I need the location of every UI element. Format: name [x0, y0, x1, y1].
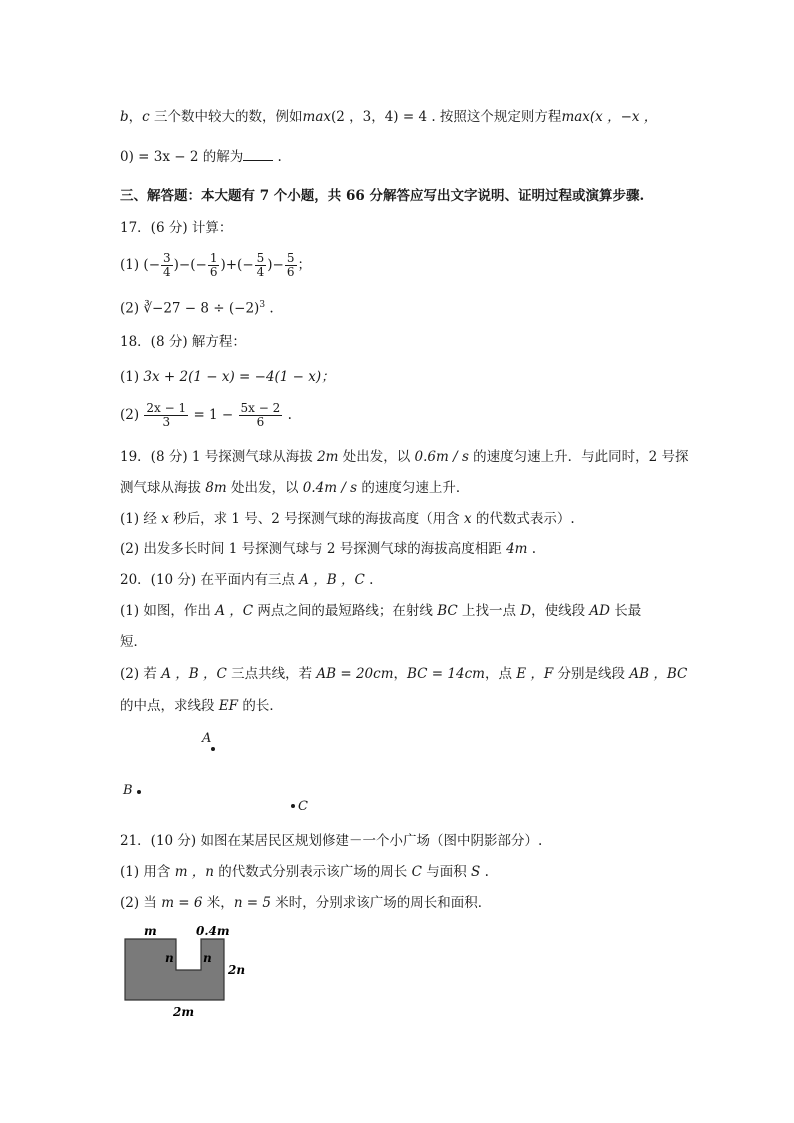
- q17-title: 17．(6 分) 计算：: [120, 220, 233, 236]
- text: .: [364, 572, 374, 588]
- point-b-label: B: [123, 783, 133, 798]
- equation: m = 6: [161, 895, 203, 911]
- q19-part1: [120, 510, 575, 528]
- fraction: [239, 402, 283, 429]
- q20-part2-cont: [120, 697, 283, 715]
- label-2n: 2n: [228, 963, 246, 977]
- numerator: 1: [209, 251, 218, 265]
- q18-title: 18．(8 分) 解方程：: [120, 334, 246, 350]
- var-s: S: [471, 864, 481, 880]
- q21-part1: [120, 863, 489, 881]
- fraction: [208, 252, 220, 279]
- text: 三点共线，若: [226, 666, 317, 682]
- q17-part2: [120, 296, 274, 318]
- point-a-dot: [211, 747, 215, 751]
- point: D: [520, 603, 532, 619]
- denominator: 3: [162, 415, 171, 429]
- q18-part2: [120, 402, 292, 429]
- expression: ∛−27 − 8 ÷ (−2): [143, 300, 260, 317]
- text: (−: [143, 257, 161, 273]
- text: .: [480, 864, 489, 880]
- intro-line-2: [120, 148, 282, 166]
- var-c: c: [142, 109, 150, 125]
- denominator: 6: [286, 265, 295, 279]
- denominator: 4: [256, 265, 265, 279]
- text: 米时，分别求该广场的周长和面积．: [271, 895, 492, 911]
- intro-line-1: [120, 108, 657, 126]
- equation: AB = 20cm: [316, 666, 394, 682]
- text: 19．(8 分) 1 号探测气球从海拔: [120, 449, 318, 465]
- equation: BC = 14cm: [407, 666, 485, 682]
- equation: 0) = 3x − 2: [120, 149, 199, 165]
- numerator: 5: [286, 251, 295, 265]
- segment: EF: [218, 698, 239, 714]
- q20-part2: [120, 665, 687, 683]
- max-fn: max: [561, 109, 590, 125]
- text: 与面积: [421, 864, 472, 880]
- q20-part1: [120, 602, 641, 620]
- value: 8m: [205, 480, 227, 496]
- text: .: [273, 149, 282, 165]
- numerator: 5x − 2: [240, 401, 281, 415]
- label: (2): [120, 407, 140, 423]
- variables: m ，n: [174, 864, 215, 880]
- point-c-dot: [291, 804, 295, 808]
- text: ，: [393, 666, 408, 682]
- numerator: 3: [163, 251, 171, 265]
- segment: AD: [589, 603, 610, 619]
- denominator: 6: [209, 265, 218, 279]
- point-a-label: A: [202, 731, 212, 746]
- text: .: [527, 541, 537, 557]
- text: 三个数中较大的数，例如: [149, 109, 303, 125]
- label-m: m: [144, 924, 157, 938]
- text: .: [265, 300, 274, 317]
- q19-line1: [120, 448, 689, 466]
- label: (1): [120, 369, 140, 385]
- value: 0.4m / s: [302, 480, 358, 496]
- equation: n = 5: [233, 895, 271, 911]
- label-n-left: n: [165, 951, 174, 965]
- text: 的解为: [198, 149, 244, 165]
- answer-blank: [243, 148, 273, 161]
- var-x: x: [161, 511, 169, 527]
- text: 的中点，求线段: [120, 698, 219, 714]
- text: 两点之间的最短路线；在射线: [253, 603, 438, 619]
- denominator: 6: [256, 415, 265, 429]
- q19-line2: [120, 479, 469, 497]
- point-c-label: C: [298, 799, 308, 814]
- text: (2 ，3，4) = 4 . 按照这个规定则方程: [330, 109, 562, 125]
- text: (1) 如图，作出: [120, 603, 216, 619]
- label: (1): [120, 257, 140, 273]
- fraction: [255, 252, 267, 279]
- fraction: [144, 402, 188, 429]
- segment: BC: [437, 603, 458, 619]
- section-heading: 三、解答题：本大题有 7 个小题，共 66 分解答应写出文字说明、证明过程或演算步骤.: [120, 188, 645, 204]
- fraction: [161, 252, 173, 279]
- text: 处出发，以: [338, 449, 415, 465]
- text: ，: [128, 109, 143, 125]
- points: E ，F: [516, 666, 554, 682]
- text: 长最: [610, 603, 642, 619]
- text: .: [283, 407, 292, 423]
- text: 的速度匀速上升．: [357, 480, 470, 496]
- value: 2m: [317, 449, 339, 465]
- text: 上找一点: [457, 603, 521, 619]
- equation: 3x + 2(1 − x) = −4(1 − x)；: [143, 369, 335, 385]
- point-b-dot: [137, 790, 141, 794]
- label: (2): [120, 300, 140, 317]
- text: )+(−: [220, 257, 254, 273]
- plaza-figure: [118, 922, 278, 1022]
- text: 分别是线段: [553, 666, 630, 682]
- q20-title: [120, 571, 373, 589]
- value: 0.6m / s: [414, 449, 469, 465]
- q21-part2: [120, 894, 491, 912]
- text: = 1 −: [189, 407, 238, 423]
- text: 的代数式分别表示该广场的周长: [214, 864, 412, 880]
- label-n-right: n: [203, 951, 212, 965]
- numerator: 2x − 1: [146, 401, 187, 415]
- denominator: 4: [163, 265, 171, 279]
- text: (1) 经: [120, 511, 162, 527]
- q20-part1-cont: 短．: [120, 634, 147, 650]
- var-c: C: [411, 864, 422, 880]
- text: ，点: [484, 666, 517, 682]
- text: 米，: [202, 895, 234, 911]
- text: (2) 出发多长时间 1 号探测气球与 2 号探测气球的海拔高度相距: [120, 541, 507, 557]
- text: 的速度匀速上升．与此同时，2 号探: [468, 449, 689, 465]
- text: (2) 当: [120, 895, 162, 911]
- plaza-shape: [125, 939, 224, 1000]
- var-x: x: [463, 511, 472, 527]
- points: A ，B ，C: [161, 666, 227, 682]
- text: 20．(10 分) 在平面内有三点: [120, 572, 300, 588]
- text: 的长．: [238, 698, 283, 714]
- text: 的代数式表示）.: [471, 511, 575, 527]
- text: 处出发，以: [226, 480, 303, 496]
- value: 4m: [506, 541, 528, 557]
- q19-part2: [120, 540, 536, 558]
- text: )−: [267, 257, 284, 273]
- text: ；: [297, 257, 312, 273]
- numerator: 5: [256, 251, 265, 265]
- text: 秒后，求 1 号、2 号探测气球的海拔高度（用含: [168, 511, 464, 527]
- text: ，使线段: [531, 603, 590, 619]
- fraction: [285, 252, 297, 279]
- var-b: b: [120, 109, 129, 125]
- q17-part1: [120, 252, 311, 279]
- q21-title: 21．(10 分) 如图在某居民区规划修建－一个小广场（图中阴影部分）.: [120, 833, 543, 849]
- text: )−(−: [173, 257, 207, 273]
- segments: AB ，BC: [629, 666, 688, 682]
- text: (1) 用含: [120, 864, 175, 880]
- label-0-4m: 0.4m: [196, 924, 230, 938]
- q18-part1: [120, 368, 335, 386]
- points: A ，B ，C: [299, 572, 365, 588]
- exponent: 3: [259, 300, 266, 310]
- label-2m: 2m: [173, 1005, 195, 1019]
- text: (2) 若: [120, 666, 162, 682]
- text: (x ，−x ，: [589, 109, 658, 125]
- max-fn: max: [302, 109, 331, 125]
- text: 测气球从海拔: [120, 480, 206, 496]
- points: A ，C: [215, 603, 254, 619]
